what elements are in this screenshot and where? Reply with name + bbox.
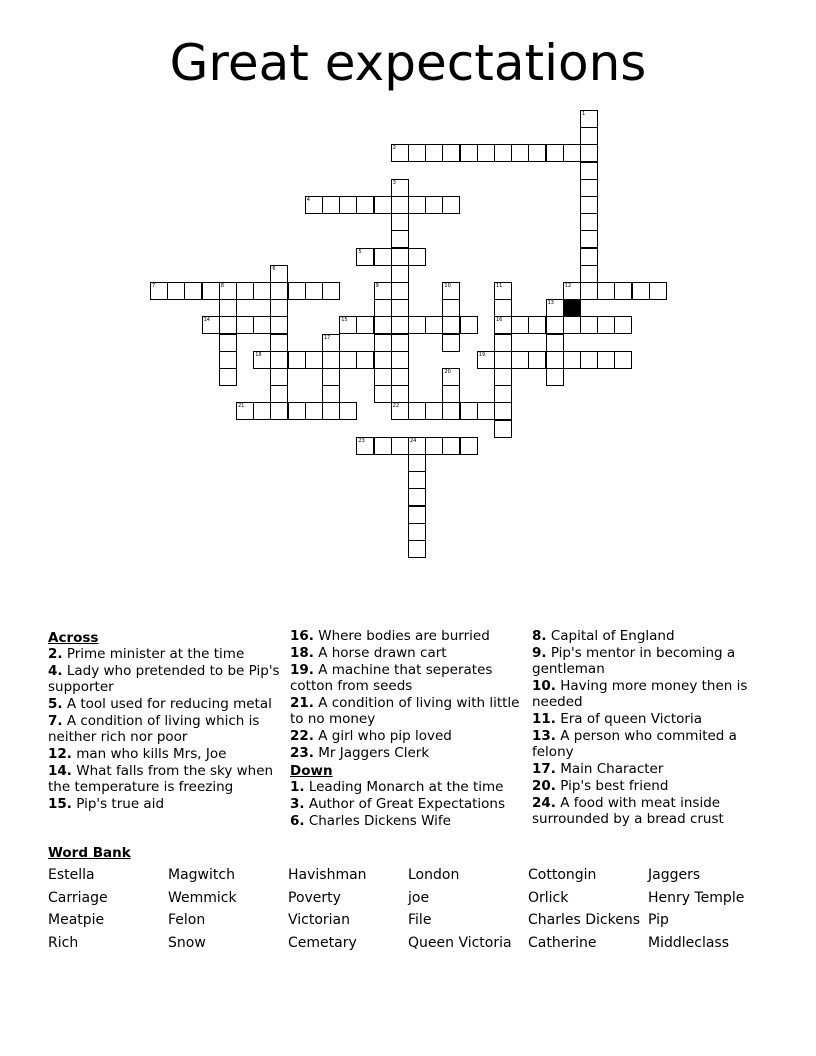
grid-cell[interactable]	[253, 351, 271, 369]
word-bank-item: Snow	[168, 935, 206, 952]
grid-cell[interactable]	[322, 196, 340, 214]
clue-number-2: 2	[392, 145, 396, 152]
grid-cell[interactable]	[546, 368, 564, 386]
grid-cell[interactable]	[356, 351, 374, 369]
grid-cell[interactable]	[236, 316, 254, 334]
clue-across-7: 7. A condition of living which is neither rich nor poor	[48, 713, 260, 745]
grid-cell[interactable]	[356, 437, 374, 455]
grid-cell[interactable]	[494, 385, 512, 403]
word-bank-item: Middleclass	[648, 935, 729, 952]
grid-cell[interactable]	[442, 196, 460, 214]
clue-number-6: 6	[272, 265, 276, 272]
clue-across-15: 15. Pip's true aid	[48, 796, 165, 812]
grid-cell[interactable]	[614, 351, 632, 369]
word-bank-item: Cemetary	[288, 935, 357, 952]
grid-cell[interactable]	[374, 282, 392, 300]
grid-cell[interactable]	[219, 316, 237, 334]
grid-cell[interactable]	[511, 351, 529, 369]
grid-cell[interactable]	[494, 368, 512, 386]
word-bank-item: Meatpie	[48, 912, 105, 929]
clue-number-4: 4	[306, 197, 310, 203]
grid-cell[interactable]	[442, 402, 460, 420]
grid-cell[interactable]	[408, 471, 426, 489]
clue-down-11: 11. Era of queen Victoria	[532, 711, 702, 727]
grid-cell[interactable]	[597, 282, 615, 300]
grid-cell[interactable]	[270, 299, 288, 317]
grid-cell[interactable]	[614, 282, 632, 300]
grid-cell[interactable]	[374, 385, 392, 403]
grid-cell[interactable]	[494, 334, 512, 352]
grid-cell[interactable]	[408, 196, 426, 214]
grid-cell[interactable]	[494, 351, 512, 369]
clue-down-9: 9. Pip's mentor in becoming a gentleman	[532, 645, 736, 677]
clue-down-24: 24. A food with meat inside surrounded by a bread crust	[532, 795, 724, 827]
grid-cell[interactable]	[580, 213, 598, 231]
word-bank-item: Cottongin	[528, 867, 597, 883]
word-bank-item: Pip	[648, 912, 669, 929]
grid-cell[interactable]	[184, 282, 202, 300]
grid-cell[interactable]	[202, 316, 220, 334]
word-bank-item: London	[408, 867, 460, 883]
grid-cell[interactable]	[546, 351, 564, 369]
grid-cell[interactable]	[460, 437, 478, 455]
grid-cell[interactable]	[546, 316, 564, 334]
grid-cell[interactable]	[494, 420, 512, 438]
page-title: Great expectations	[169, 34, 647, 92]
grid-cell[interactable]	[580, 127, 598, 145]
word-bank-item: Wemmick	[168, 889, 237, 906]
grid-cell[interactable]	[374, 368, 392, 386]
grid-cell[interactable]	[391, 368, 409, 386]
word-bank-heading: Word Bank	[48, 845, 131, 861]
clue-down-3: 3. Author of Great Expectations	[290, 796, 506, 812]
grid-cell[interactable]	[580, 316, 598, 334]
grid-cell[interactable]	[391, 334, 409, 352]
word-bank-item: Jaggers	[648, 867, 701, 883]
grid-cell[interactable]	[339, 196, 357, 214]
grid-cell[interactable]	[408, 488, 426, 506]
grid-cell[interactable]	[391, 144, 409, 162]
grid-cell[interactable]	[563, 144, 581, 162]
clue-across-22: 22. A girl who pip loved	[290, 728, 452, 744]
clue-across-12: 12. man who kills Mrs, Joe	[48, 746, 227, 762]
clue-across-18: 18. A horse drawn cart	[290, 645, 447, 661]
grid-cell[interactable]	[408, 454, 426, 472]
grid-cell[interactable]	[546, 299, 564, 317]
grid-cell[interactable]	[305, 351, 323, 369]
word-bank-item: Havishman	[288, 867, 367, 883]
grid-cell[interactable]	[442, 282, 460, 300]
clue-number-23: 23	[358, 437, 365, 444]
grid-cell[interactable]	[374, 248, 392, 266]
clue-column-1	[48, 628, 280, 813]
grid-cell[interactable]	[253, 402, 271, 420]
clue-across-5: 5. A tool used for reducing metal	[48, 696, 272, 712]
grid-cell[interactable]	[408, 506, 426, 524]
grid-cell[interactable]	[494, 402, 512, 420]
grid-cell[interactable]	[528, 316, 546, 334]
clue-number-13: 13	[547, 300, 554, 307]
grid-cell[interactable]	[580, 248, 598, 266]
grid-cell[interactable]	[580, 110, 598, 128]
grid-cell[interactable]	[270, 351, 288, 369]
grid-cell[interactable]	[425, 196, 443, 214]
grid-cell[interactable]	[219, 282, 237, 300]
grid-cell[interactable]	[580, 265, 598, 283]
grid-cell[interactable]	[253, 282, 271, 300]
grid-cell[interactable]	[511, 144, 529, 162]
clue-number-15: 15	[341, 317, 348, 324]
clue-column-2	[290, 628, 522, 830]
grid-cell[interactable]	[391, 299, 409, 317]
grid-cell[interactable]	[563, 316, 581, 334]
grid-cell[interactable]	[374, 334, 392, 352]
word-bank-item: Henry Temple	[648, 889, 745, 906]
grid-cell[interactable]	[288, 402, 306, 420]
clue-number-1: 1	[582, 111, 586, 117]
grid-cell[interactable]	[563, 282, 581, 300]
grid-cell[interactable]	[442, 334, 460, 352]
grid-cell[interactable]	[494, 299, 512, 317]
grid-cell[interactable]	[408, 248, 426, 266]
grid-cell[interactable]	[391, 402, 409, 420]
grid-cell[interactable]	[649, 282, 667, 300]
grid-cell[interactable]	[580, 282, 598, 300]
grid-cell[interactable]	[442, 144, 460, 162]
grid-cell[interactable]	[150, 282, 168, 300]
grid-cell[interactable]	[494, 282, 512, 300]
grid-cell[interactable]	[546, 144, 564, 162]
grid-block	[563, 299, 581, 317]
clue-number-3: 3	[392, 179, 396, 186]
clue-across-16: 16. Where bodies are burried	[290, 628, 490, 644]
grid-cell[interactable]	[425, 316, 443, 334]
grid-cell[interactable]	[425, 144, 443, 162]
grid-cell[interactable]	[356, 196, 374, 214]
clue-number-14: 14	[203, 317, 210, 324]
clue-down-17: 17. Main Character	[532, 761, 664, 777]
grid-cell[interactable]	[322, 385, 340, 403]
grid-cell[interactable]	[322, 282, 340, 300]
grid-cell[interactable]	[614, 316, 632, 334]
grid-cell[interactable]	[288, 282, 306, 300]
grid-cell[interactable]	[460, 402, 478, 420]
grid-cell[interactable]	[391, 265, 409, 283]
grid-cell[interactable]	[270, 334, 288, 352]
grid-cell[interactable]	[425, 402, 443, 420]
grid-cell[interactable]	[305, 196, 323, 214]
word-bank-item: Catherine	[528, 935, 597, 952]
word-bank-item: Estella	[48, 867, 95, 883]
grid-cell[interactable]	[270, 385, 288, 403]
clue-across-4: 4. Lady who pretended to be Pip's supporter	[48, 663, 280, 695]
word-bank-item: Victorian	[288, 912, 351, 929]
clue-down-1: 1. Leading Monarch at the time	[290, 779, 504, 795]
grid-cell[interactable]	[460, 144, 478, 162]
grid-cell[interactable]	[511, 316, 529, 334]
clue-number-16: 16	[496, 317, 503, 324]
grid-cell[interactable]	[408, 540, 426, 558]
grid-cell[interactable]	[580, 196, 598, 214]
grid-cell[interactable]	[322, 368, 340, 386]
clue-across-21: 21. A condition of living with little to no money	[290, 695, 520, 727]
grid-cell[interactable]	[391, 351, 409, 369]
clue-number-12: 12	[564, 283, 572, 289]
grid-cell[interactable]	[528, 144, 546, 162]
grid-cell[interactable]	[442, 299, 460, 317]
grid-cell[interactable]	[580, 230, 598, 248]
grid-cell[interactable]	[391, 282, 409, 300]
grid-cell[interactable]	[580, 351, 598, 369]
grid-cell[interactable]	[442, 437, 460, 455]
grid-cell[interactable]	[270, 282, 288, 300]
word-bank-item: File	[408, 912, 432, 929]
clue-number-7: 7	[152, 283, 156, 289]
grid-cell[interactable]	[391, 179, 409, 197]
grid-cell[interactable]	[597, 351, 615, 369]
clue-number-9: 9	[375, 283, 379, 289]
word-bank-item: Carriage	[48, 889, 108, 906]
grid-cell[interactable]	[391, 385, 409, 403]
grid-cell[interactable]	[219, 299, 237, 317]
grid-cell[interactable]	[374, 437, 392, 455]
grid-cell[interactable]	[597, 316, 615, 334]
grid-cell[interactable]	[339, 351, 357, 369]
grid-cell[interactable]	[374, 351, 392, 369]
clue-down-10: 10. Having more money then is needed	[532, 678, 748, 710]
word-bank-item: Charles Dickens	[528, 912, 640, 929]
grid-cell[interactable]	[477, 402, 495, 420]
grid-cell[interactable]	[356, 316, 374, 334]
grid-cell[interactable]	[253, 316, 271, 334]
clue-number-19: 19	[478, 351, 486, 358]
clue-number-20: 20	[444, 369, 451, 375]
grid-cell[interactable]	[339, 402, 357, 420]
clue-number-5: 5	[358, 248, 362, 255]
grid-cell[interactable]	[408, 144, 426, 162]
grid-cell[interactable]	[202, 282, 220, 300]
grid-cell[interactable]	[580, 144, 598, 162]
grid-cell[interactable]	[270, 368, 288, 386]
clue-across-23: 23. Mr Jaggers Clerk	[290, 745, 430, 761]
word-bank-item: Poverty	[288, 889, 341, 906]
grid-cell[interactable]	[270, 265, 288, 283]
clue-number-11: 11	[496, 283, 503, 289]
grid-cell[interactable]	[374, 299, 392, 317]
grid-cell[interactable]	[494, 316, 512, 334]
grid-cell[interactable]	[477, 144, 495, 162]
grid-cell[interactable]	[391, 213, 409, 231]
word-bank-item: joe	[408, 889, 430, 906]
clue-down-20: 20. Pip's best friend	[532, 778, 669, 794]
word-bank-item: Rich	[48, 935, 79, 952]
clue-down-13: 13. A person who commited a felony	[532, 728, 737, 760]
grid-cell[interactable]	[236, 402, 254, 420]
word-bank-item: Felon	[168, 912, 206, 929]
clue-number-21: 21	[238, 403, 245, 410]
grid-cell[interactable]	[391, 437, 409, 455]
grid-cell[interactable]	[528, 351, 546, 369]
grid-cell[interactable]	[408, 523, 426, 541]
across-heading: Across	[48, 630, 99, 646]
grid-cell[interactable]	[425, 437, 443, 455]
clue-number-22: 22	[392, 403, 400, 410]
clue-across-2: 2. Prime minister at the time	[48, 646, 245, 662]
grid-cell[interactable]	[442, 316, 460, 334]
grid-cell[interactable]	[580, 179, 598, 197]
grid-cell[interactable]	[442, 385, 460, 403]
grid-cell[interactable]	[580, 162, 598, 180]
grid-cell[interactable]	[322, 351, 340, 369]
grid-cell[interactable]	[374, 316, 392, 334]
grid-cell[interactable]	[356, 248, 374, 266]
grid-cell[interactable]	[374, 196, 392, 214]
grid-cell[interactable]	[391, 248, 409, 266]
grid-cell[interactable]	[305, 282, 323, 300]
clue-number-10: 10	[444, 283, 451, 289]
grid-cell[interactable]	[546, 334, 564, 352]
grid-cell[interactable]	[305, 402, 323, 420]
grid-cell[interactable]	[219, 351, 237, 369]
clue-across-14: 14. What falls from the sky when the temperature is freezing	[48, 763, 274, 795]
grid-cell[interactable]	[408, 402, 426, 420]
grid-cell[interactable]	[442, 368, 460, 386]
clue-across-19: 19. A machine that seperates cotton from seeds	[290, 662, 493, 694]
grid-cell[interactable]	[219, 368, 237, 386]
grid-cell[interactable]	[322, 402, 340, 420]
grid-cell[interactable]	[236, 282, 254, 300]
clue-number-8: 8	[220, 283, 224, 289]
grid-cell[interactable]	[391, 230, 409, 248]
clue-number-24: 24	[410, 437, 417, 444]
clue-column-3	[532, 628, 764, 828]
grid-cell[interactable]	[408, 316, 426, 334]
clue-number-18: 18	[255, 351, 262, 358]
grid-cell[interactable]	[632, 282, 650, 300]
clue-down-8: 8. Capital of England	[532, 628, 675, 644]
word-bank-item: Queen Victoria	[408, 935, 512, 952]
grid-cell[interactable]	[477, 351, 495, 369]
grid-cell[interactable]	[391, 316, 409, 334]
word-bank-item: Orlick	[528, 889, 569, 906]
grid-cell[interactable]	[460, 316, 478, 334]
clue-number-17: 17	[324, 334, 331, 341]
grid-cell[interactable]	[339, 316, 357, 334]
grid-cell[interactable]	[391, 196, 409, 214]
grid-cell[interactable]	[408, 437, 426, 455]
grid-cell[interactable]	[270, 316, 288, 334]
word-bank-item: Magwitch	[168, 867, 235, 883]
grid-cell[interactable]	[322, 334, 340, 352]
grid-cell[interactable]	[288, 351, 306, 369]
grid-cell[interactable]	[563, 351, 581, 369]
down-heading: Down	[290, 763, 333, 779]
clue-down-6: 6. Charles Dickens Wife	[290, 813, 451, 829]
grid-cell[interactable]	[270, 402, 288, 420]
grid-cell[interactable]	[219, 334, 237, 352]
grid-cell[interactable]	[167, 282, 185, 300]
grid-cell[interactable]	[494, 144, 512, 162]
